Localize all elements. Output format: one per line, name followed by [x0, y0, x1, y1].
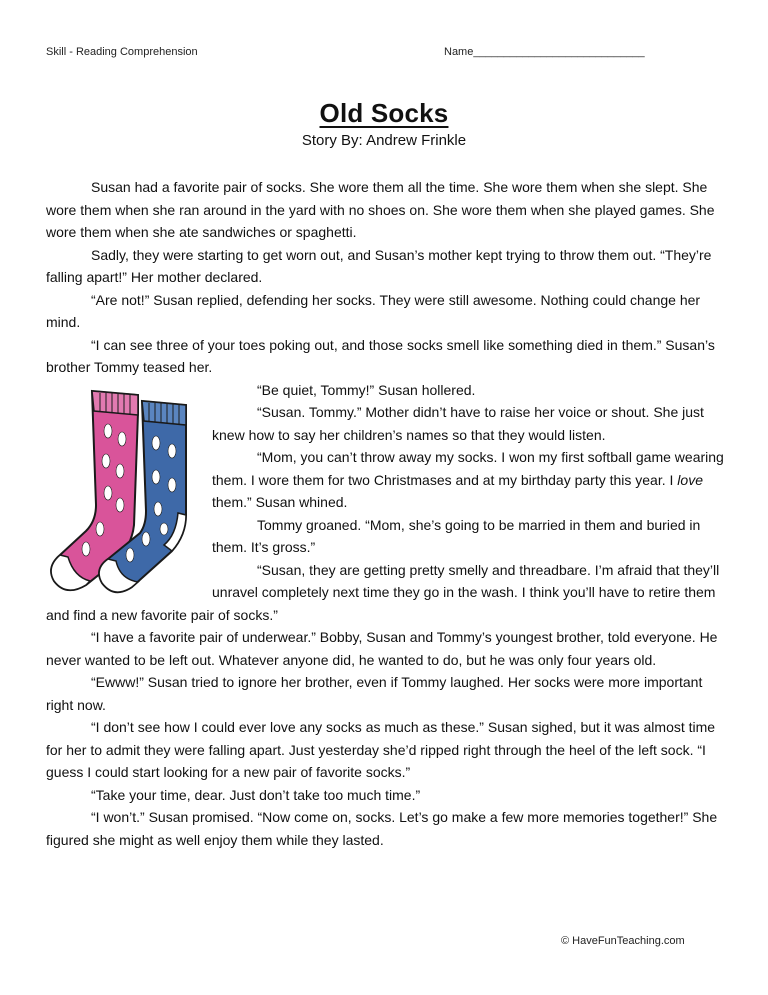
story-paragraph: “I can see three of your toes poking out, and those socks smell like something died in them.” Susan’s brother Tommy teased her. — [46, 336, 715, 375]
story-paragraph: “I don’t see how I could ever love any socks as much as these.” Susan sighed, but it was almost time for her to admit they were falling apart. Just yesterday she’d ripped right through the heel of the left sock. “I guess I could start looking for a new pair of favorite socks.” — [46, 719, 716, 780]
story-paragraph: “I have a favorite pair of underwear.” Bobby, Susan and Tommy’s youngest brother, told everyone. He never wanted to be left out. Whatever anyone did, he wanted to do, but he was only four years old. — [46, 629, 718, 668]
name-field-label: Name____________________________ — [444, 46, 645, 58]
socks-illustration — [46, 385, 208, 597]
story-paragraph: Tommy groaned. “Mom, she’s going to be married in them and buried in them. It’s gross.” — [212, 516, 701, 555]
copyright-footer: © HaveFunTeaching.com — [561, 935, 685, 947]
story-paragraph: “I won’t.” Susan promised. “Now come on, socks. Let’s go make a few more memories together!” She figured she might as well enjoy them while they lasted. — [46, 809, 718, 848]
story-paragraph: “Are not!” Susan replied, defending her socks. They were still awesome. Nothing could change her mind. — [46, 291, 701, 330]
story-title: Old Socks — [319, 98, 449, 128]
story-paragraph: “Be quiet, Tommy!” Susan hollered. — [257, 381, 476, 398]
emphasis-text: love — [677, 471, 703, 488]
skill-label: Skill - Reading Comprehension — [46, 46, 198, 58]
story-paragraph: “Susan, they are getting pretty smelly and threadbare. I’m afraid that they’ll unravel completely next time they go in the wash. I think you’ll have to retire them and find a new favorite pair of socks.” — [46, 561, 720, 623]
story-paragraph: Susan had a favorite pair of socks. She wore them all the time. She wore them when she slept. She wore them when she ran around in the yard with no shoes on. She wore them when she played games. She wore them when she ate sandwiches or spaghetti. — [46, 179, 715, 240]
story-text-run: “Mom, you can’t throw away my socks. I won my first softball game wearing them. I wore them for two Christmases and at my birthday party this year. I — [212, 449, 724, 488]
story-text — [46, 176, 724, 851]
story-paragraph: “Susan. Tommy.” Mother didn’t have to raise her voice or shout. She just knew how to say her children’s names so that they would listen. — [212, 404, 704, 443]
story-paragraph: “Ewww!” Susan tried to ignore her brother, even if Tommy laughed. Her socks were more important right now. — [46, 674, 703, 713]
story-byline: Story By: Andrew Frinkle — [301, 132, 467, 149]
story-text-run: them.” Susan whined. — [212, 494, 348, 510]
story-paragraph: “Take your time, dear. Just don’t take too much time.” — [91, 786, 421, 803]
story-paragraph: Sadly, they were starting to get worn out, and Susan’s mother kept trying to throw them out. “They’re falling apart!” Her mother declared. — [46, 246, 712, 285]
